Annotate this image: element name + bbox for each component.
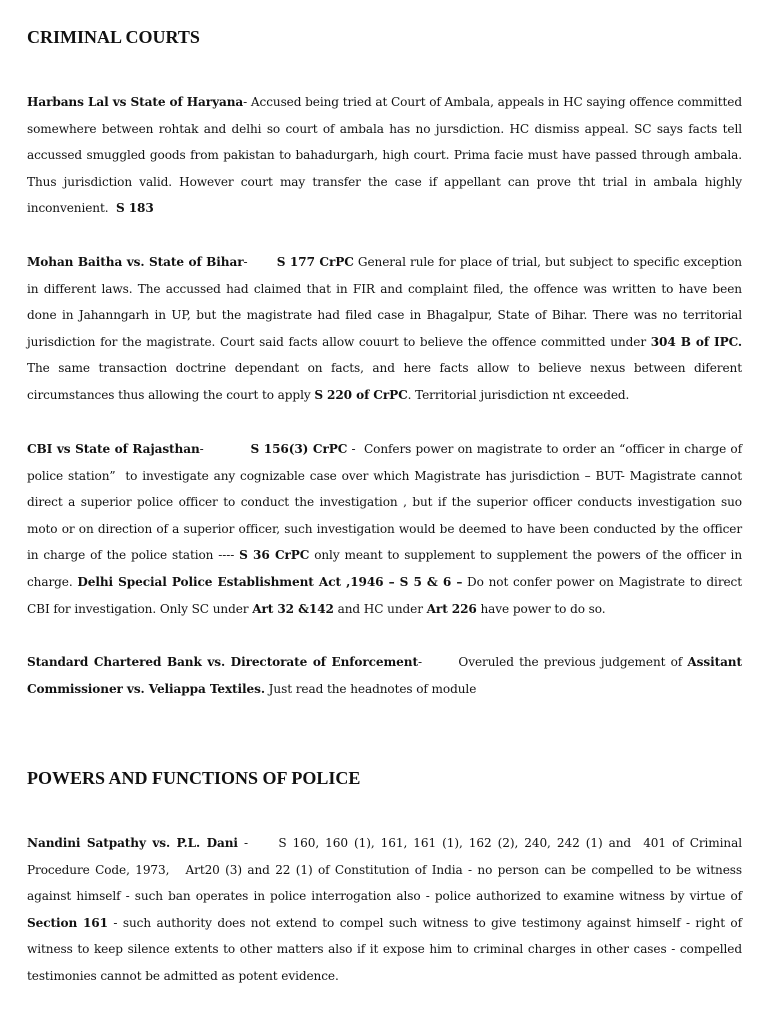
body-text: - Confers power on magistrate to order an “officer in charge of police station” to investigate any cognizable case over which Magistrate has jurisdiction – BUT- Magistrate cannot direct a superior police officer to conduct the investigation , but if the superior officer conducts investigation suo moto or on direction of a superior officer, such investigation would be deemed to have been conducted by the officer in charge of the police station ---- [27, 442, 742, 563]
citation-text: Delhi Special Police Establishment Act ,1946 – S 5 & 6 – [77, 574, 463, 589]
section-heading-criminal-courts: CRIMINAL COURTS [27, 27, 200, 47]
citation-text: S 183 [116, 201, 154, 216]
case-body [27, 442, 742, 616]
body-text: - [199, 442, 251, 456]
body-text: . Territorial jurisdiction nt exceeded. [407, 387, 630, 402]
case-body [27, 95, 742, 215]
body-text: only meant to supplement to supplement the powers of the officer in charge. [27, 548, 743, 589]
citation-text: Section 161 [27, 915, 108, 930]
case-title: Mohan Baitha vs. State of Bihar [27, 255, 244, 269]
body-text: - [243, 255, 277, 269]
case-paragraph [27, 436, 742, 622]
citation-text: S 220 of CrPC [314, 387, 408, 402]
case-title: CBI vs State of Rajasthan [27, 442, 200, 456]
case-paragraph [27, 249, 742, 409]
body-text: - Accused being tried at Court of Ambala, appeals in HC saying offence committed somewhere between rohtak and delhi so court of ambala has no jursdiction. HC dismiss appeal. SC says facts tell accussed smuggled goods from pakistan to bahadurgarh, high court. Prima facie must have passed through ambala. Thus jurisdiction valid. However court may transfer the case if appellant can prove tht trial in ambala highly inconvenient. [27, 95, 742, 216]
citation-text: S 36 CrPC [239, 548, 310, 563]
body-text: The same transaction doctrine dependant on facts, and here facts allow to believe nexus between diferent circumstances thus allowing the court to apply [27, 361, 742, 402]
citation-text: S 177 CrPC [276, 255, 354, 269]
body-text: Just read the headnotes of module [264, 681, 477, 696]
case-title: Standard Chartered Bank vs. Directorate of Enforcement [27, 655, 418, 669]
citation-text: Art 32 &142 [252, 601, 334, 616]
citation-text: S 156(3) CrPC [250, 442, 348, 456]
case-title: Harbans Lal vs State of Haryana [27, 95, 244, 109]
case-body [27, 836, 742, 983]
body-text: have power to do so. [476, 601, 606, 616]
body-text: - Overuled the previous judgement of [417, 655, 688, 669]
case-paragraph [27, 830, 742, 990]
body-text: - S 160, 160 (1), 161, 161 (1), 162 (2), 240, 242 (1) and 401 of Criminal Procedure Code, 1973, Art20 (3) and 22 (1) of Constitution of India - no person can be compelled to be witness against himself - such ban operates in police interrogation also - police authorized to examine witness by virtue of [27, 836, 743, 904]
section-heading-police-powers: POWERS AND FUNCTIONS OF POLICE [27, 768, 361, 788]
body-text: Do not confer power on Magistrate to direct CBI for investigation. Only SC under [27, 574, 742, 616]
case-title: Nandini Satpathy vs. P.L. Dani [27, 836, 238, 850]
citation-text: 304 B of IPC. [650, 334, 742, 349]
body-text: and HC under [333, 601, 427, 616]
case-body [27, 255, 742, 402]
case-paragraph [27, 89, 742, 222]
citation-text: Art 226 [426, 601, 477, 616]
body-text: - such authority does not extend to compel such witness to give testimony against himself - right of witness to keep silence extents to other matters also if it expose him to criminal charges in other cases - compelled testimonies cannot be admitted as potent evidence. [27, 915, 742, 983]
citation-text: Assitant Commissioner vs. Veliappa Textiles. [27, 655, 742, 696]
case-paragraph [27, 649, 742, 702]
body-text: General rule for place of trial, but subject to specific exception in different laws. The accussed had claimed that in FIR and complaint filed, the offence was written to have been done in Jahanngarh in UP, but the magistrate had filed case in Bhagalpur, State of Bihar. There was no territorial jurisdiction for the magistrate. Court said facts allow couurt to believe the offence committed under [27, 255, 742, 349]
